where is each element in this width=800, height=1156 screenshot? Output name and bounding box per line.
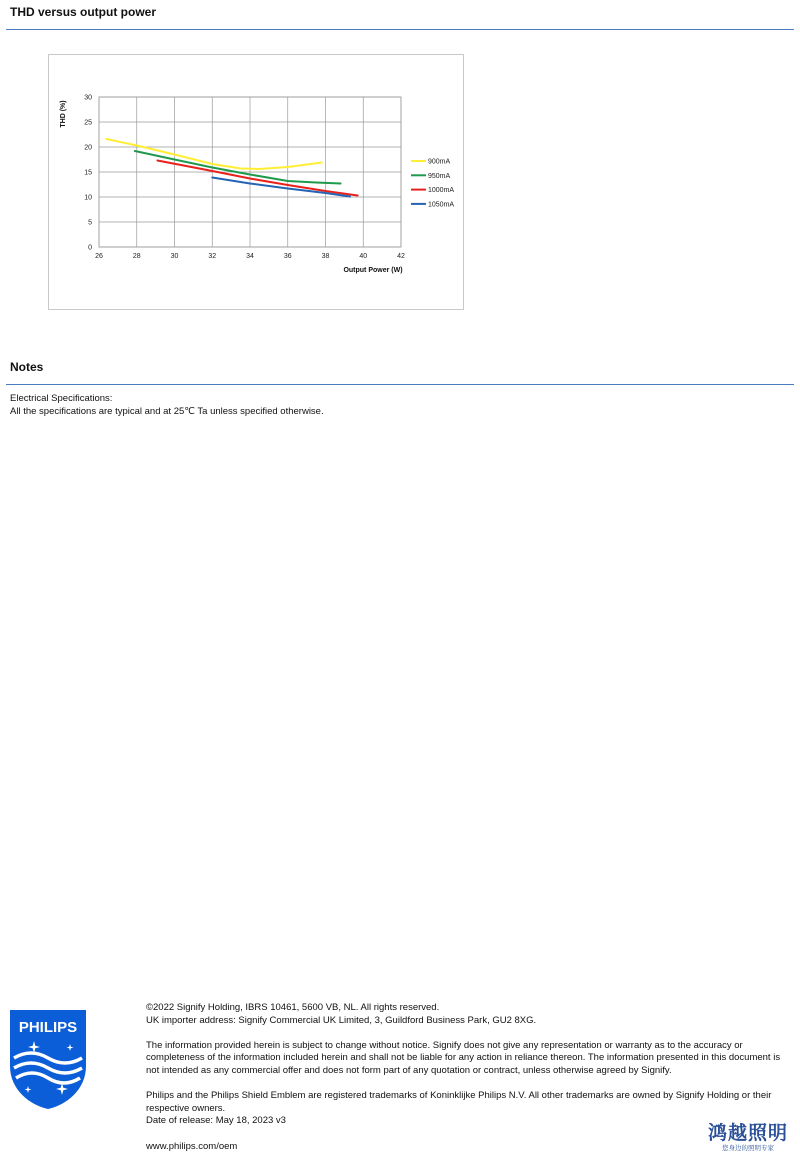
section-divider bbox=[6, 29, 794, 30]
x-tick-label: 38 bbox=[321, 253, 330, 260]
legend-label: 1000mA bbox=[428, 187, 455, 195]
footer-legal bbox=[146, 1002, 792, 1153]
y-axis-title: THD (%) bbox=[60, 100, 67, 128]
y-tick-label: 20 bbox=[84, 144, 92, 152]
watermark bbox=[700, 1122, 796, 1152]
footer-trademark: Philips and the Philips Shield Emblem are registered trademarks of Koninklijke Philips N.V. All other trademarks are owned by Signify Holding or their respective owners. bbox=[146, 1090, 772, 1114]
y-tick-label: 0 bbox=[88, 244, 92, 252]
y-tick-label: 30 bbox=[84, 94, 92, 102]
legend-label: 900mA bbox=[428, 158, 451, 166]
x-tick-label: 28 bbox=[132, 253, 141, 260]
y-tick-label: 10 bbox=[84, 194, 92, 202]
watermark-sub: 您身边的照明专家 bbox=[722, 1144, 774, 1152]
y-tick-label: 25 bbox=[84, 119, 92, 127]
footer-url[interactable]: www.philips.com/oem bbox=[146, 1140, 238, 1152]
x-tick-label: 30 bbox=[170, 253, 179, 260]
x-tick-label: 42 bbox=[397, 253, 405, 260]
notes-line-2: All the specifications are typical and at 25℃ Ta unless specified otherwise. bbox=[10, 405, 324, 417]
y-tick-label: 5 bbox=[88, 219, 92, 227]
philips-wordmark: PHILIPS bbox=[18, 1019, 78, 1036]
footer-importer: UK importer address: Signify Commercial UK Limited, 3, Guildford Business Park, GU2 8XG. bbox=[146, 1014, 537, 1026]
footer-copyright: ©2022 Signify Holding, IBRS 10461, 5600 VB, NL. All rights reserved. bbox=[146, 1002, 440, 1013]
legend-label: 950mA bbox=[428, 172, 451, 180]
thd-chart bbox=[48, 54, 464, 310]
notes-title: Notes bbox=[10, 360, 44, 374]
x-axis-title: Output Power (W) bbox=[343, 267, 403, 274]
chart-section-title: THD versus output power bbox=[10, 5, 157, 19]
notes-divider bbox=[6, 384, 794, 385]
series-line-1000mA bbox=[158, 161, 358, 196]
notes-line-1: Electrical Specifications: bbox=[10, 393, 113, 404]
watermark-main: 鸿越照明 bbox=[707, 1122, 788, 1144]
x-tick-label: 32 bbox=[208, 253, 217, 260]
x-tick-label: 36 bbox=[283, 253, 292, 260]
x-tick-label: 40 bbox=[359, 253, 368, 260]
y-tick-label: 15 bbox=[84, 169, 92, 177]
philips-shield-logo bbox=[8, 1008, 88, 1110]
x-tick-label: 34 bbox=[246, 253, 254, 260]
footer-disclaimer: The information provided herein is subject to change without notice. Signify does not give any representation or warranty as to the accuracy or completeness of the information included herein and shall not be liable for any action in reliance thereon. The information presented in this document is not intended as any commercial offer and does not form part of any quotation or contract, unless otherwise agreed by Signify. bbox=[146, 1039, 781, 1076]
notes-body bbox=[10, 393, 324, 418]
footer-release-date: Date of release: May 18, 2023 v3 bbox=[146, 1115, 286, 1127]
thd-chart-svg bbox=[49, 55, 463, 309]
x-tick-label: 26 bbox=[95, 253, 103, 260]
legend-label: 1050mA bbox=[428, 201, 455, 209]
series-line-900mA bbox=[107, 139, 322, 169]
